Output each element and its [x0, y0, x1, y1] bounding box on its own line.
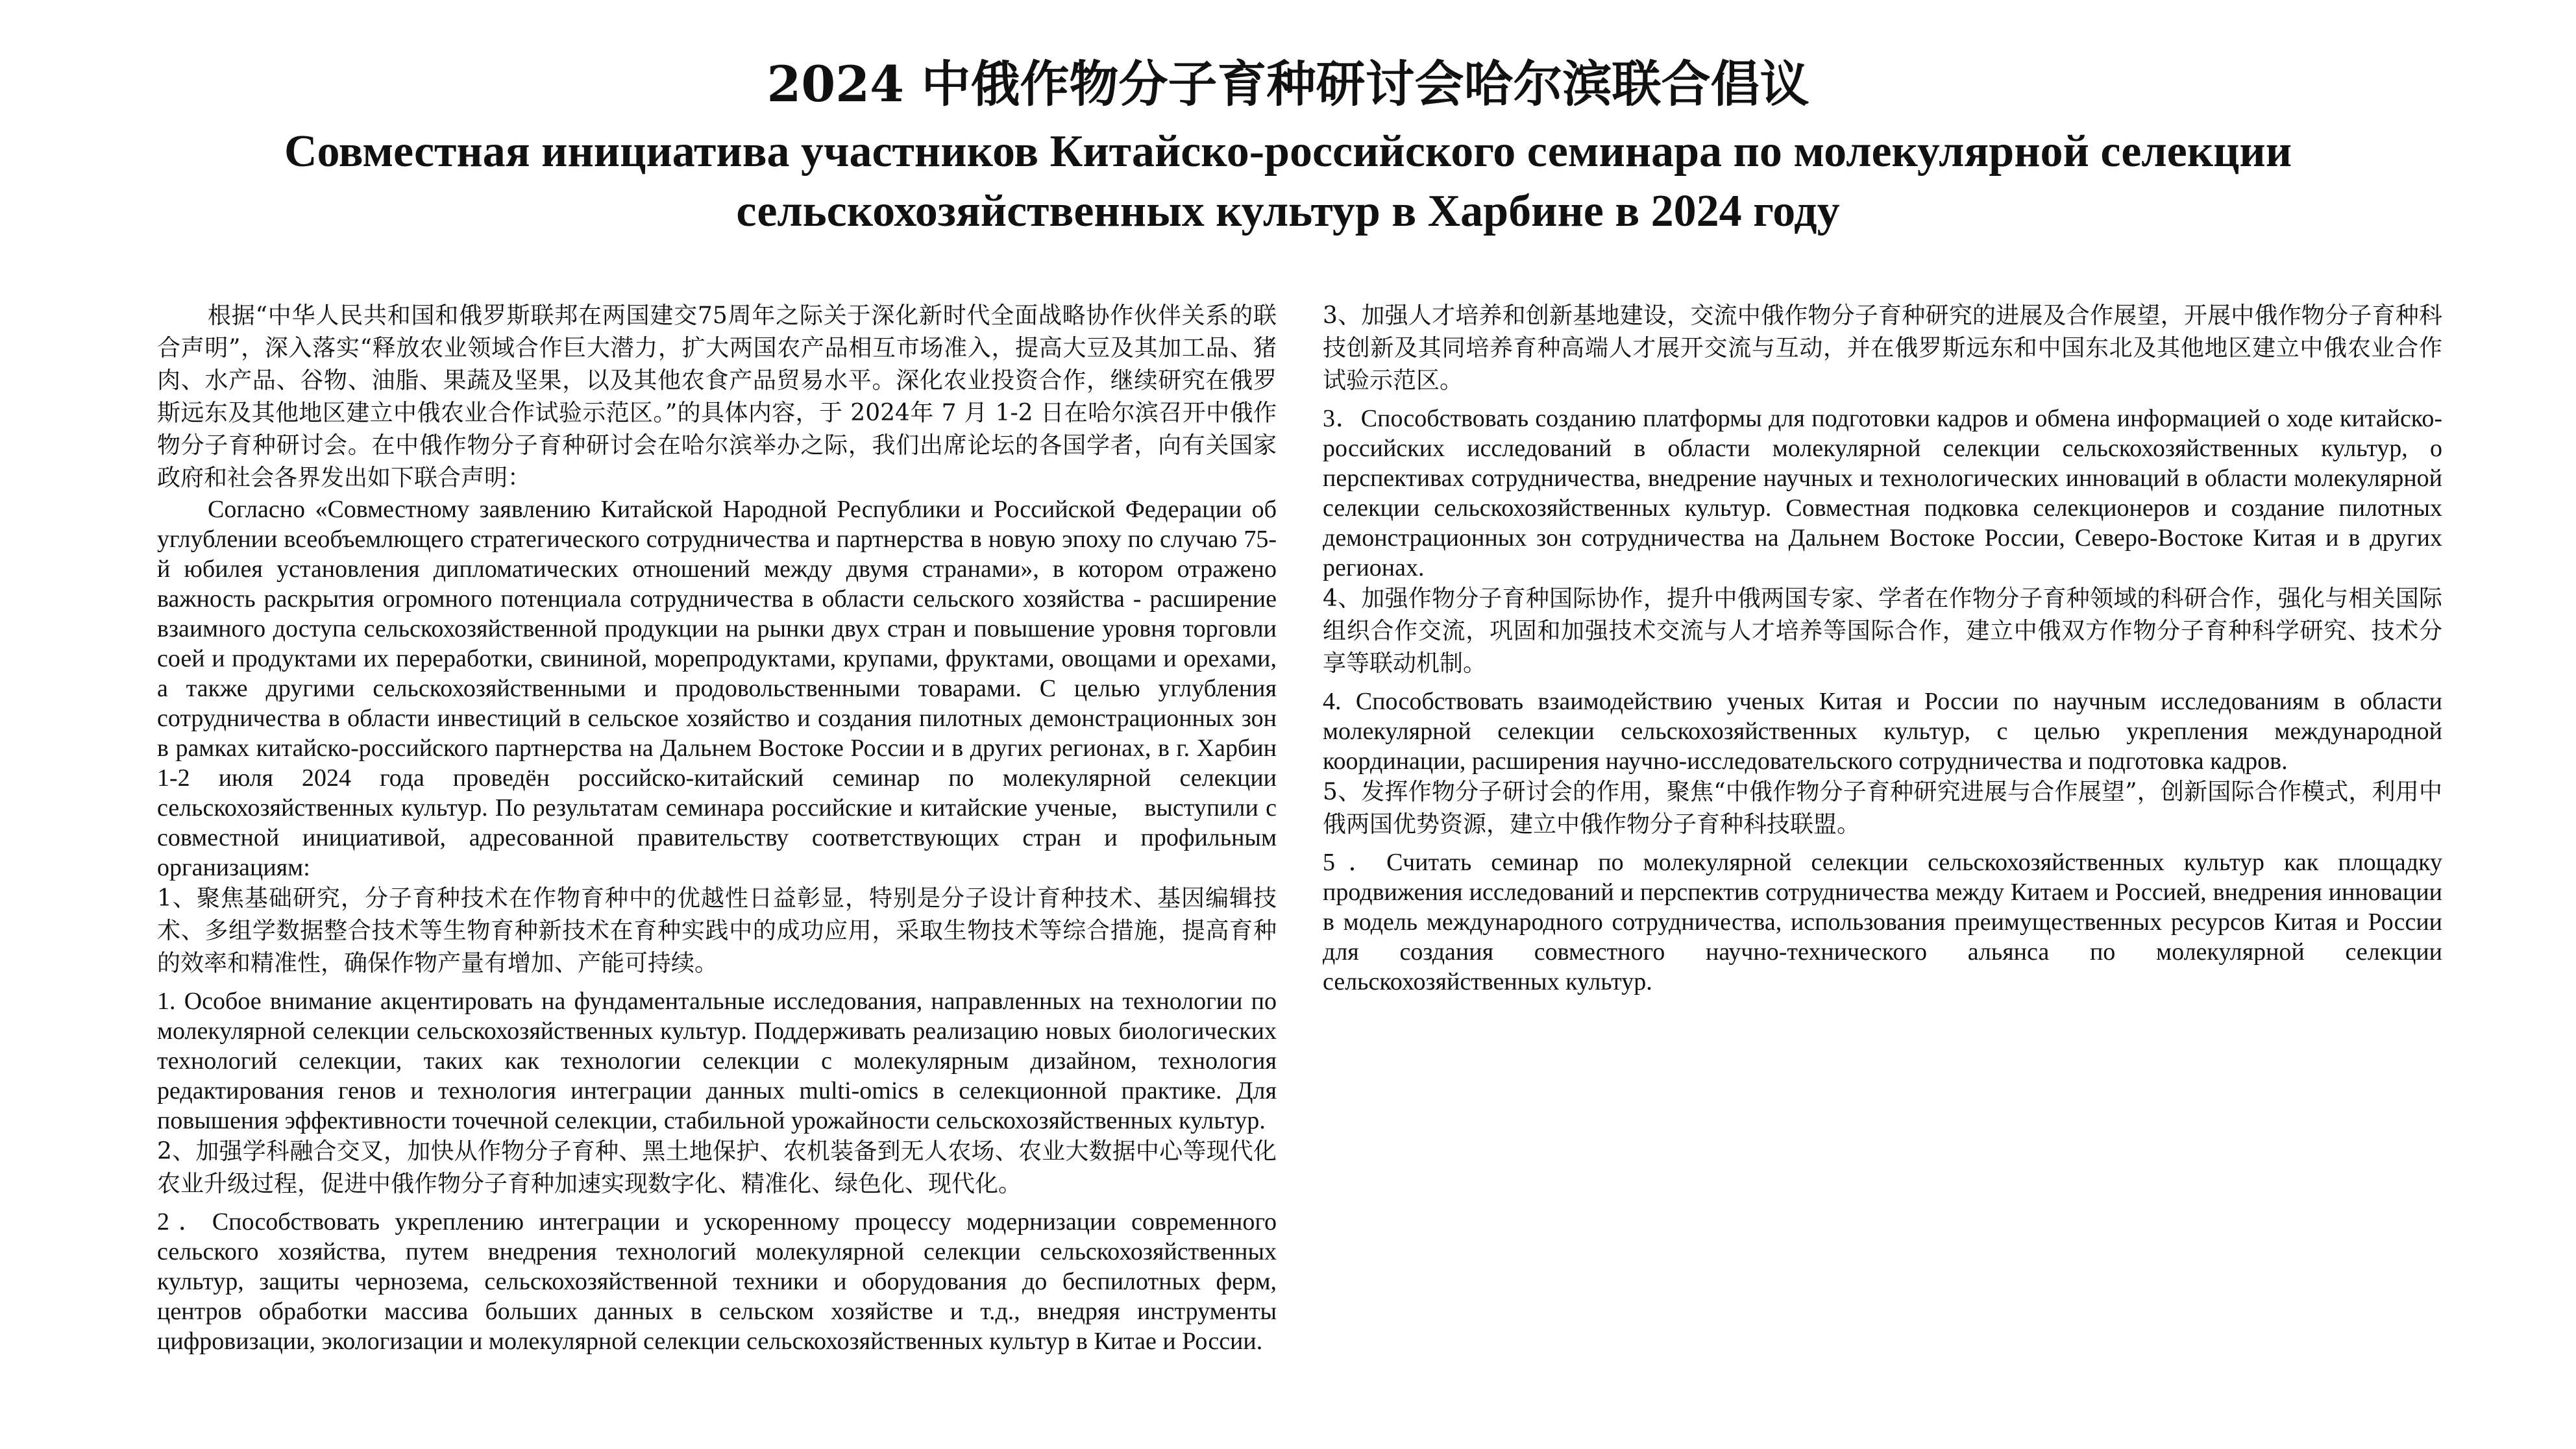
document-header [0, 52, 2576, 241]
left-column [157, 300, 1277, 1356]
intro-paragraph-ru: Согласно «Совместному заявлению Китайской Народной Республики и Российской Федерации об углублении всеобъемлющего стратегического сотрудничества и партнерства в новую эпоху по случаю 75-й юбилея установления дипломатических отношений между двумя странами», в котором отражено важность раскрытия огромного потенциала сотрудничества в области сельского хозяйства - расширение взаимного доступа сельскохозяйственной продукции на рынки двух стран и повышение уровня торговли соей и продуктами их переработки, свининой, морепродуктами, крупами, фруктами, овощами и орехами, а также другими сельскохозяйственными и продовольственными товарами. С целью углубления сотрудничества в области инвестиций в сельское хозяйство и создания пилотных демонстрационных зон в рамках китайско-российского партнерства на Дальнем Востоке России и в других регионах, в г. Харбин 1-2 июля 2024 года проведён российско-китайский семинар по молекулярной селекции сельскохозяйственных культур. По результатам семинара российские и китайские ученые, выступили с совместной инициативой, адресованной правительству соответствующих стран и профильным организациям: [157, 496, 1277, 881]
item-4-ru: 4. Способствовать взаимодействию ученых Китая и России по научным исследованиям в области молекулярной селекции сельскохозяйственных культур, с целью укрепления международной координации, расширения научно-исследовательского сотрудничества и подготовка кадров. [1323, 688, 2442, 775]
document-title-ru-line2: сельскохозяйственных культур в Харбине в 2024 году [736, 186, 1840, 236]
item-2-zh: 2、加强学科融合交叉，加快从作物分子育种、黑土地保护、农机装备到无人农场、农业大数据中心等现代化农业升级过程，促进中俄作物分子育种加速实现数字化、精准化、绿色化、现代化。 [157, 1138, 1277, 1197]
document-title-ru-line1: Совместная инициатива участников Китайско-российского семинара по молекулярной селекции [284, 127, 2292, 177]
item-5-ru: 5．Считать семинар по молекулярной селекции сельскохозяйственных культур как площадку продвижения исследований и перспектив сотрудничества между Китаем и Россией, внедрения инновации в модель международного сотрудничества, использования преимущественных ресурсов Китая и России для создания совместного научно-технического альянса по молекулярной селекции сельскохозяйственных культур. [1323, 849, 2442, 995]
item-3-zh: 3、加强人才培养和创新基地建设，交流中俄作物分子育种研究的进展及合作展望，开展中俄作物分子育种科技创新及其同培养育种高端人才展开交流与互动，并在俄罗斯远东和中国东北及其他地区建立中俄农业合作试验示范区。 [1323, 302, 2442, 394]
item-3-ru: 3．Способствовать созданию платформы для подготовки кадров и обмена информацией о ходе китайско-российских исследований в области молекулярной селекции сельскохозяйственных культур, о перспективах сотрудничества, внедрение научных и технологических инноваций в области молекулярной селекции сельскохозяйственных культур. Совместная подковка селекционеров и создание пилотных демонстрационных зон сотрудничества на Дальнем Востоке России, Северо-Востоке Китая и в других регионах. [1323, 405, 2442, 581]
item-4-zh: 4、加强作物分子育种国际协作，提升中俄两国专家、学者在作物分子育种领域的科研合作，强化与相关国际组织合作交流，巩固和加强技术交流与人才培养等国际合作，建立中俄双方作物分子育种科学研究、技术分享等联动机制。 [1323, 585, 2442, 677]
item-1-ru: 1. Особое внимание акцентировать на фундаментальные исследования, направленных на технологии по молекулярной селекции сельскохозяйственных культур. Поддерживать реализацию новых биологических технологий селекции, таких как технологии селекции с молекулярным дизайном, технология редактирования генов и технология интеграции данных multi-omics в селекционной практике. Для повышения эффективности точечной селекции, стабильной урожайности сельскохозяйственных культур. [157, 988, 1277, 1134]
item-1-zh: 1、聚焦基础研究，分子育种技术在作物育种中的优越性日益彰显，特别是分子设计育种技术、基因编辑技术、多组学数据整合技术等生物育种新技术在育种实践中的成功应用，采取生物技术等综合措施，提高育种的效率和精准性，确保作物产量有增加、产能可持续。 [157, 885, 1277, 977]
item-2-ru: 2．Способствовать укреплению интеграции и ускоренному процессу модернизации современного сельского хозяйства, путем внедрения технологий молекулярной селекции сельскохозяйственных культур, защиты чернозема, сельскохозяйственной техники и оборудования до беспилотных ферм, центров обработки массива больших данных в сельском хозяйстве и т.д., внедряя инструменты цифровизации, экологизации и молекулярной селекции сельскохозяйственных культур в Китае и России. [157, 1208, 1277, 1355]
document-title-zh: 2024 中俄作物分子育种研讨会哈尔滨联合倡议 [767, 55, 1809, 113]
right-column [1323, 300, 2442, 997]
intro-paragraph-zh: 根据“中华人民共和国和俄罗斯联邦在两国建交75周年之际关于深化新时代全面战略协作伙伴关系的联合声明”，深入落实“释放农业领域合作巨大潜力，扩大两国农产品相互市场准入，提高大豆及其加工品、猪肉、水产品、谷物、油脂、果蔬及坚果，以及其他农食产品贸易水平。深化农业投资合作，继续研究在俄罗斯远东及其他地区建立中俄农业合作试验示范区。”的具体内容，于 2024年 7 月 1-2 日在哈尔滨召开中俄作物分子育种研讨会。在中俄作物分子育种研讨会在哈尔滨举办之际，我们出席论坛的各国学者，向有关国家政府和社会各界发出如下联合声明： [157, 302, 1277, 491]
item-5-zh: 5、发挥作物分子研讨会的作用，聚焦“中俄作物分子育种研究进展与合作展望”，创新国际合作模式，利用中俄两国优势资源，建立中俄作物分子育种科技联盟。 [1323, 779, 2442, 838]
